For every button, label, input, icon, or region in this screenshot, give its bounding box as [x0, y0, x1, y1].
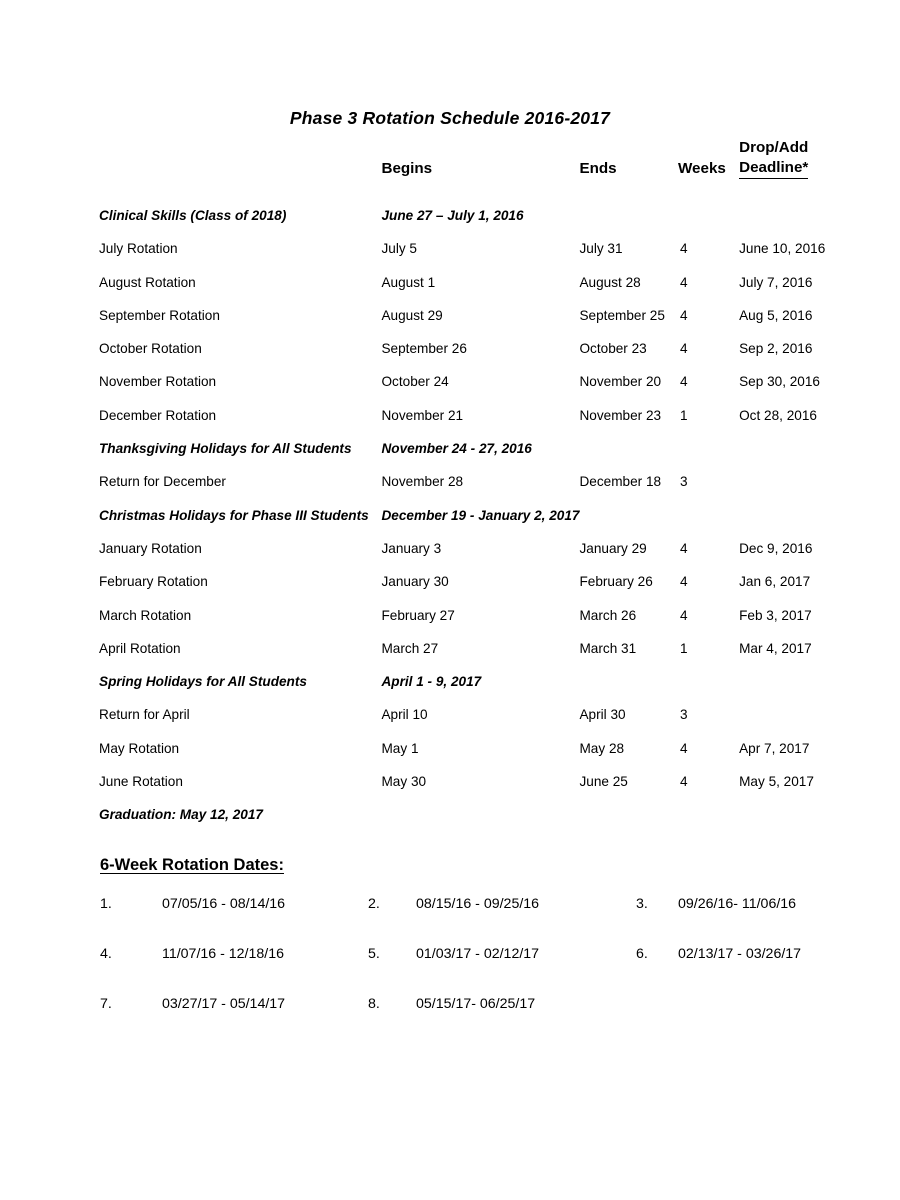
six-week-item-number: 6.	[636, 946, 648, 962]
row-ends: March 31	[579, 640, 637, 656]
six-week-rotation-dates-list	[100, 896, 840, 1046]
row-weeks: 4	[680, 341, 688, 357]
row-deadline	[739, 798, 839, 831]
row-begins: April 10	[381, 707, 428, 723]
six-week-row	[100, 996, 840, 1046]
six-week-item-number: 4.	[100, 946, 112, 962]
row-weeks	[678, 798, 739, 831]
row-deadline	[739, 432, 839, 465]
six-week-item-dates: 03/27/17 - 05/14/17	[162, 996, 286, 1012]
table-row	[99, 632, 839, 665]
row-begins: October 24	[381, 374, 449, 390]
table-row	[99, 266, 839, 299]
six-week-item-dates: 01/03/17 - 02/12/17	[416, 946, 540, 962]
table-row	[99, 565, 839, 598]
row-weeks: 4	[680, 241, 688, 257]
row-ends: April 30	[579, 707, 626, 723]
table-row	[99, 332, 839, 365]
row-begins: May 30	[381, 774, 427, 790]
page-title: Phase 3 Rotation Schedule 2016-2017	[289, 108, 611, 128]
row-begins: July 5	[381, 241, 417, 257]
row-deadline: Dec 9, 2016	[739, 540, 813, 556]
row-ends: January 29	[579, 540, 647, 556]
table-row	[99, 299, 839, 332]
row-ends	[579, 199, 678, 232]
row-weeks: 4	[680, 574, 688, 590]
row-deadline	[739, 465, 839, 498]
row-weeks: 3	[680, 707, 688, 723]
row-begins: January 30	[381, 574, 449, 590]
table-header-row	[99, 138, 839, 183]
row-weeks: 1	[680, 407, 688, 423]
row-weeks: 3	[680, 474, 688, 490]
row-ends	[579, 798, 678, 831]
row-deadline: Mar 4, 2017	[739, 640, 812, 656]
row-ends: November 20	[579, 374, 662, 390]
row-begins: April 1 - 9, 2017	[381, 674, 482, 690]
column-header-deadline-line1: Drop/Add	[739, 139, 809, 156]
table-row	[99, 698, 839, 731]
six-week-item	[100, 996, 368, 1046]
row-weeks: 4	[680, 374, 688, 390]
row-weeks: 4	[680, 774, 688, 790]
table-section-heading-row	[99, 432, 839, 465]
row-deadline	[739, 698, 839, 731]
row-label: June Rotation	[99, 774, 183, 790]
row-deadline: Sep 2, 2016	[739, 341, 813, 357]
header-spacer-row	[99, 183, 839, 199]
six-week-item-dates: 08/15/16 - 09/25/16	[416, 896, 540, 912]
row-label: March Rotation	[99, 607, 192, 623]
row-label: Clinical Skills (Class of 2018)	[99, 208, 287, 223]
row-deadline	[739, 665, 839, 698]
row-ends: July 31	[579, 241, 623, 257]
column-header-deadline-line2: Deadline*	[739, 158, 808, 179]
column-header-ends: Ends	[579, 160, 617, 177]
column-header-weeks: Weeks	[678, 160, 726, 177]
table-row	[99, 765, 839, 798]
row-deadline: May 5, 2017	[739, 774, 814, 790]
row-ends: August 28	[579, 274, 641, 290]
row-begins: August 29	[381, 307, 443, 323]
row-deadline: Aug 5, 2016	[739, 307, 813, 323]
six-week-item-dates: 02/13/17 - 03/26/17	[678, 946, 802, 962]
six-week-item-number: 2.	[368, 896, 380, 912]
column-header-deadline	[739, 138, 839, 183]
row-label: August Rotation	[99, 274, 196, 290]
row-ends: June 25	[579, 774, 628, 790]
six-week-item	[368, 946, 636, 996]
column-header-begins: Begins	[381, 160, 433, 177]
table-row	[99, 532, 839, 565]
row-ends: November 23	[579, 407, 662, 423]
six-week-row	[100, 946, 840, 996]
table-row	[99, 232, 839, 265]
six-week-item	[636, 896, 836, 946]
row-label: Christmas Holidays for Phase III Students	[99, 507, 369, 523]
six-week-row	[100, 896, 840, 946]
row-ends: October 23	[579, 341, 647, 357]
table-row	[99, 599, 839, 632]
row-begins: November 24 - 27, 2016	[381, 441, 532, 457]
six-week-item	[368, 896, 636, 946]
row-label: January Rotation	[99, 540, 202, 556]
row-ends: September 25	[579, 307, 665, 323]
six-week-item-number: 8.	[368, 996, 380, 1012]
row-begins: December 19 - January 2, 2017	[381, 507, 580, 523]
table-row	[99, 465, 839, 498]
row-label: February Rotation	[99, 574, 208, 590]
row-label: Graduation: May 12, 2017	[99, 807, 263, 823]
row-weeks	[678, 432, 739, 465]
row-weeks	[678, 199, 739, 232]
row-label: Thanksgiving Holidays for All Students	[99, 441, 352, 457]
row-weeks: 1	[680, 640, 688, 656]
row-deadline: July 7, 2016	[739, 274, 813, 290]
row-begins: September 26	[381, 341, 467, 357]
row-begins: January 3	[381, 540, 442, 556]
row-weeks: 4	[680, 540, 688, 556]
table-section-heading-row	[99, 798, 839, 831]
six-week-item-dates: 05/15/17- 06/25/17	[416, 996, 536, 1012]
row-deadline: Sep 30, 2016	[739, 374, 820, 390]
row-ends: March 26	[579, 607, 637, 623]
rotation-schedule-table	[99, 138, 839, 832]
row-label: December Rotation	[99, 407, 217, 423]
table-section-heading-row	[99, 665, 839, 698]
row-ends	[579, 432, 678, 465]
six-week-item-number: 1.	[100, 896, 112, 912]
row-begins: November 21	[381, 407, 464, 423]
column-header-name	[99, 138, 381, 183]
row-weeks: 4	[680, 274, 688, 290]
row-begins: November 28	[381, 474, 464, 490]
six-week-item-dates: 07/05/16 - 08/14/16	[162, 896, 286, 912]
six-week-item	[100, 946, 368, 996]
six-week-item-number: 7.	[100, 996, 112, 1012]
table-section-heading-row	[99, 199, 839, 232]
row-ends: December 18	[579, 474, 662, 490]
row-weeks	[678, 665, 739, 698]
six-week-item-dates: 09/26/16- 11/06/16	[678, 896, 797, 912]
six-week-section-title: 6-Week Rotation Dates:	[100, 856, 284, 874]
row-deadline: Feb 3, 2017	[739, 607, 812, 623]
row-deadline	[739, 499, 839, 532]
row-label: May Rotation	[99, 740, 180, 756]
row-weeks: 4	[680, 740, 688, 756]
row-begins	[381, 798, 579, 831]
row-deadline: Apr 7, 2017	[739, 740, 810, 756]
row-label: October Rotation	[99, 341, 202, 357]
spacer-cell	[99, 183, 839, 199]
row-label: July Rotation	[99, 241, 178, 257]
row-label: November Rotation	[99, 374, 217, 390]
six-week-item	[100, 896, 368, 946]
row-ends	[579, 665, 678, 698]
row-label: Return for April	[99, 707, 190, 723]
six-week-item	[368, 996, 636, 1046]
row-begins: March 27	[381, 640, 439, 656]
table-row	[99, 399, 839, 432]
six-week-item-dates: 11/07/16 - 12/18/16	[162, 946, 285, 962]
row-deadline: Oct 28, 2016	[739, 407, 817, 423]
row-begins: August 1	[381, 274, 436, 290]
row-ends: February 26	[579, 574, 653, 590]
row-label: Return for December	[99, 474, 226, 490]
row-label: September Rotation	[99, 307, 220, 323]
row-label: Spring Holidays for All Students	[99, 674, 307, 690]
row-ends	[579, 499, 678, 532]
row-deadline: Jan 6, 2017	[739, 574, 811, 590]
table-row	[99, 732, 839, 765]
row-begins: February 27	[381, 607, 455, 623]
row-begins: June 27 – July 1, 2016	[381, 208, 524, 223]
row-weeks: 4	[680, 307, 688, 323]
row-weeks: 4	[680, 607, 688, 623]
row-deadline: June 10, 2016	[739, 241, 826, 257]
row-weeks	[678, 499, 739, 532]
table-row	[99, 365, 839, 398]
six-week-item	[636, 946, 836, 996]
row-label: April Rotation	[99, 640, 181, 656]
row-deadline	[739, 199, 839, 232]
table-section-heading-row	[99, 499, 839, 532]
six-week-item-number: 5.	[368, 946, 380, 962]
row-begins: May 1	[381, 740, 419, 756]
row-ends: May 28	[579, 740, 625, 756]
six-week-item-number: 3.	[636, 896, 648, 912]
